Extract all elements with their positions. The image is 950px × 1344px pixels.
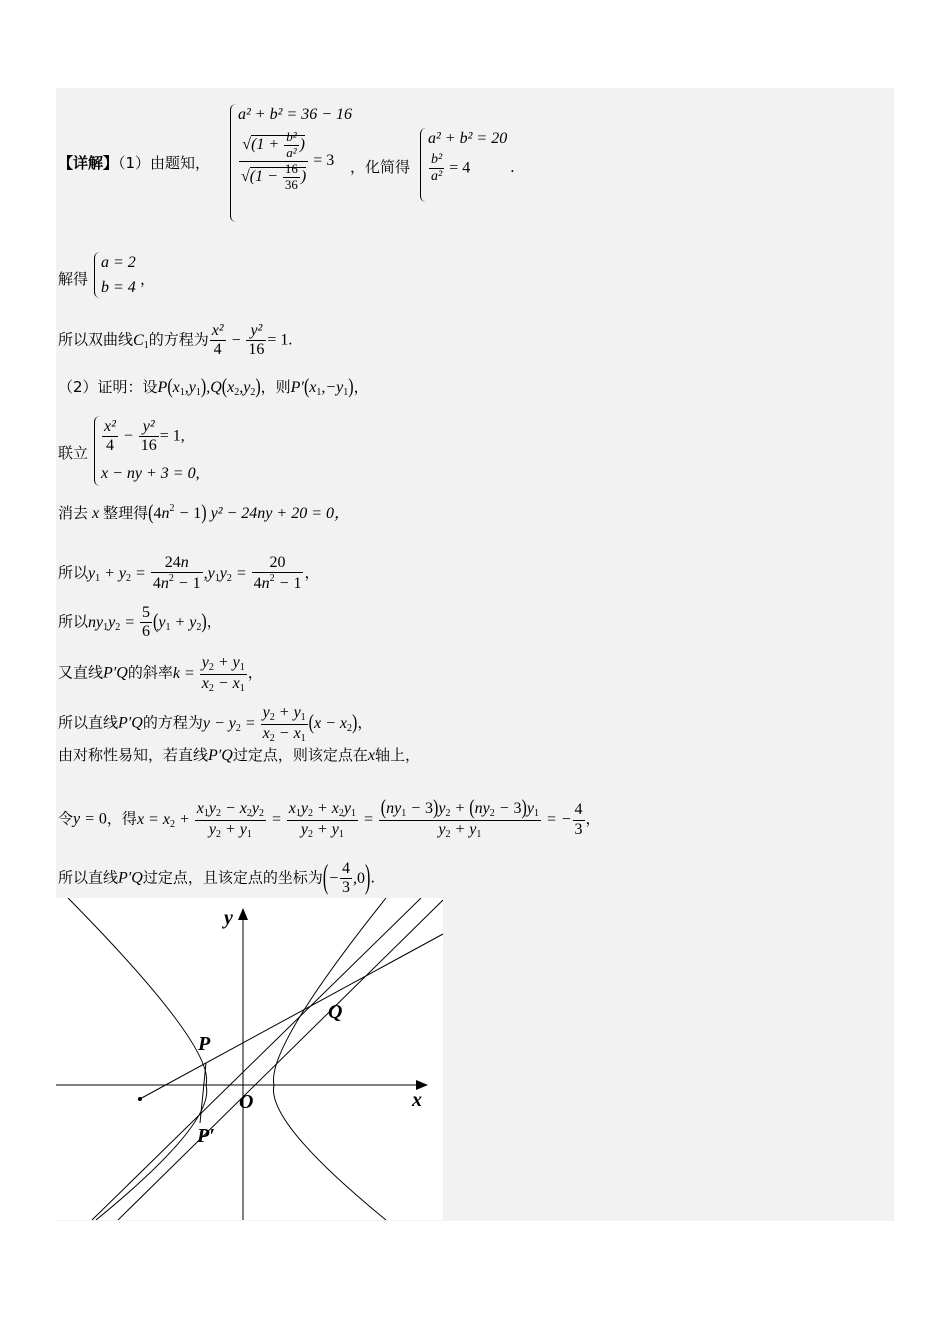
label-o: O xyxy=(239,1091,254,1113)
fixed-point-derivation: 令y = 0，得$x = x_2$ + $\frac{x_1y_2 - x_2y_2}{y_2 + y_1}$ = $\frac{x_1y_2 + x_2y_1}{y_2 + y_1}$ = $\frac{(ny_1 - 3)y_2 + (ny_2 - 3)y_1}{y_2 + y_1}$ = − $\frac{4}{3}$ ， xyxy=(58,797,601,840)
symmetry-line: 由对称性易知，若直线P′Q过定点，则该定点在x轴上， xyxy=(58,746,420,764)
hyperbola-left-branch xyxy=(68,898,207,1220)
vieta-line: 所以$y_1 + y_2$ = $\frac{24n}{4n^2 - 1}$ $,y_1y_2$ = $\frac{20}{4n^2 - 1}$ ， xyxy=(58,554,320,593)
label-q: Q xyxy=(328,1001,343,1023)
label-p: P xyxy=(198,1033,211,1055)
line-equation-line: 所以直线P′Q的方程为$y - y_2$ = $\frac{y_2 + y_1}{x_2 - x_1}$ $(x - x_2)$， xyxy=(58,704,373,744)
simplify-label: ，化简得 xyxy=(350,158,411,176)
label-p-prime: P′ xyxy=(197,1125,215,1147)
slope-prefix: 又直线 xyxy=(58,663,104,682)
relation-line: 所以$ny_1y_2$ = $\frac{5}{6}$ $(y_1 + y_2)$， xyxy=(58,604,222,641)
conclusion-prefix: 所以直线 xyxy=(58,868,119,887)
line-pq xyxy=(118,900,443,1220)
line-ppq-steep xyxy=(92,898,421,1220)
part1-prefix: （1）由题知， xyxy=(118,154,211,172)
system1-brace xyxy=(230,104,237,222)
eliminate-line: 消去 x 整理得$(4n^2 - 1) y^2 - 24ny + 20 = 0$， xyxy=(58,502,350,525)
chord-pp xyxy=(200,1063,206,1123)
eliminate-eq: y² − 24ny + 20 = 0， xyxy=(210,505,350,522)
label-x: x xyxy=(412,1089,422,1111)
hyperbola-line: 所以双曲线$C_1$的方程为 $\frac{\text{x²}}{4}$ − $\frac{\text{y²}}{16}$ = 1. xyxy=(58,322,293,359)
system1-eq2-rhs: = 3 xyxy=(313,152,335,170)
figure-svg xyxy=(56,898,443,1220)
solution-b: b = 4 xyxy=(101,279,136,296)
system1-eq1: a² + b² = 36 − 16 xyxy=(238,106,352,123)
part2-prefix: （2）证明：设 xyxy=(58,378,158,396)
solution-a: a = 2 xyxy=(101,254,136,271)
sum-prefix: 所以 xyxy=(58,563,89,582)
line-through-fixed-point xyxy=(138,934,443,1100)
combine-eq1: $\frac{\text{x²}}{4}$ − $\frac{\text{y²}}{16}$ = 1, xyxy=(104,418,185,455)
let-mid: ，得 xyxy=(106,809,137,828)
symmetry-text2: 过定点，则该定点在 xyxy=(232,746,368,764)
y-axis-arrow-icon xyxy=(238,908,248,920)
combine-label: 联立 xyxy=(58,444,89,462)
combine-eq1-rhs: = 1, xyxy=(159,427,185,445)
symmetry-text3: 轴上， xyxy=(374,746,420,764)
conclusion-line: 所以直线P′Q过定点，且该定点的坐标为(− $\frac{4}{3}$ ,0). xyxy=(58,859,376,897)
slope-mid: 的斜率 xyxy=(127,663,173,682)
system1-eq2: √(1 + $\frac{\text{b²}}{\text{a²}}$ ) √(1 − $\frac{16}{36}$ ) = 3 xyxy=(241,129,335,192)
hyperbola-figure xyxy=(56,898,443,1220)
combine-eq2: x − ny + 3 = 0, xyxy=(101,465,200,482)
system2-eq2: $\frac{\text{b²}}{\text{a²}}$ = 4 xyxy=(431,152,471,185)
part2-then: ，则 xyxy=(260,378,291,396)
combine-brace xyxy=(94,416,100,486)
hyperbola-right-branch xyxy=(274,898,387,1220)
let-prefix: 令 xyxy=(58,809,74,828)
solve-brace xyxy=(94,252,100,298)
system2-eq2-rhs: = 4 xyxy=(449,159,471,177)
product-prefix: 所以 xyxy=(58,612,89,631)
fixed-point-dot xyxy=(138,1097,142,1101)
eliminate-prefix: 消去 xyxy=(58,504,89,522)
conclusion-mid: 过定点，且该定点的坐标为 xyxy=(142,868,323,887)
label-y: y xyxy=(224,907,233,929)
system2-end: . xyxy=(510,158,515,176)
system2-eq1: a² + b² = 20 xyxy=(428,130,508,147)
line-eq-prefix: 所以直线 xyxy=(58,713,119,732)
solve-label: 解得 xyxy=(58,270,89,288)
system2-brace xyxy=(420,128,427,202)
symmetry-text: 由对称性易知，若直线 xyxy=(58,746,209,764)
hyperbola-rhs: = 1. xyxy=(267,331,293,349)
slope-line: 又直线P′Q的斜率k = $\frac{y_2 + y_1}{x_2 - x_1}$ ， xyxy=(58,654,263,694)
hyperbola-prefix: 所以双曲线 xyxy=(58,330,134,349)
hyperbola-mid: 的方程为 xyxy=(148,330,209,349)
part1-line xyxy=(58,156,210,171)
solution-end: ， xyxy=(140,270,156,288)
line-eq-mid: 的方程为 xyxy=(142,713,203,732)
part2-line: （2）证明：设$P(x_1,y_1),Q(x_2,y_2)$，则$P'(x_1,-y_1)$， xyxy=(58,376,369,399)
eliminate-mid: 整理得 xyxy=(103,504,149,522)
detail-header: 【详解】 xyxy=(58,154,119,172)
